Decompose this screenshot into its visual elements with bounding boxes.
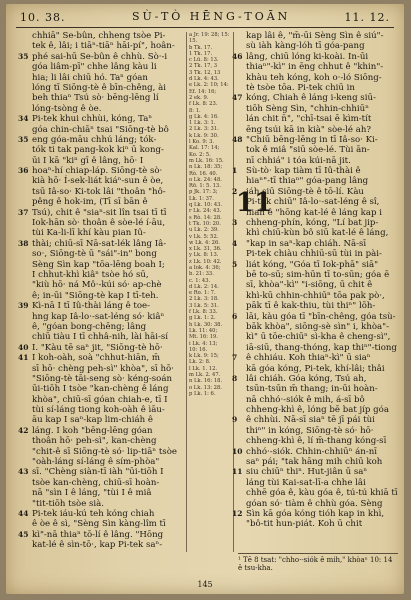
text-line <box>232 405 398 415</box>
xref-entry: 8: 1. <box>189 107 201 114</box>
xref-entry: d Lk. 2: 14. <box>189 283 219 290</box>
verse-text: chheng-khì ê, lóng bē bat jíp góa <box>246 405 389 416</box>
xref-entry: m Lk. 2. 47. <box>189 372 221 379</box>
text-line <box>18 322 178 332</box>
verse-number: 38 <box>18 238 29 248</box>
xref-entry: c Lū. 8: 13. <box>189 57 219 64</box>
verse-number: 45 <box>18 529 29 539</box>
verse-text: kā góa kóng, Pi-tek, khí-lâi; thâi <box>246 363 385 374</box>
xref-entry: 1 Lk. 3: 1. <box>189 120 216 127</box>
verse-text: ūi-tiōh I tsòe "kan-chèng ê láng <box>32 384 169 395</box>
text-line <box>232 312 398 322</box>
text-line <box>18 93 178 103</box>
text-line <box>232 166 398 176</box>
verse-text: "Siōng-tè tāi-seng sò· kéng-soán <box>32 373 172 384</box>
verse-text: saⁿ pái; "tak hāng mih chiū koh <box>246 457 383 468</box>
verse-text: hiaⁿ"-tī thiaⁿ" góa-pang lâng <box>246 176 369 187</box>
text-line <box>232 52 398 62</box>
text-line <box>232 239 398 249</box>
text-line <box>232 125 398 135</box>
text-line <box>18 530 178 540</box>
text-line <box>232 31 398 41</box>
verse-text: chheng-phín, kóng, "Lí bat jip- <box>246 218 379 229</box>
verse-text: láng. I koh "bēng-lēng góan <box>32 425 153 436</box>
verse-text: ēng tsúi kā in kià" sòe-lé ah? <box>246 124 371 135</box>
verse-text: siu chiūⁿ thiⁿ. Hut-jiân ū saⁿ <box>246 467 368 478</box>
xref-entry: i Lk. 4: 13; <box>189 340 218 347</box>
text-line <box>18 540 178 550</box>
text-line <box>18 384 178 394</box>
verse-text: kì" ū tōe-chiūⁿ sì-kha ê cheng-sì", <box>246 332 391 343</box>
xref-entry: e Lk. 2: 10; 14: <box>189 82 229 89</box>
verse-number: 7 <box>232 353 238 363</box>
xref-entry: v Lk. 5: 52. <box>189 233 219 240</box>
text-line <box>18 52 178 62</box>
xref-entry: Lk. 11: 40; <box>189 327 218 334</box>
verse-text: Pi-tek chiū" Iâ-lo·-sat-léng ê sî, <box>246 197 380 208</box>
verse-text: tsūn-tsūn m̄ thang; in-ūi hoàn- <box>246 384 378 395</box>
verse-number: 2 <box>232 186 238 196</box>
xref-entry: 1 Tk. 17. <box>189 50 213 57</box>
text-line <box>232 467 398 477</box>
text-line <box>232 228 398 238</box>
text-line <box>232 332 398 342</box>
text-line <box>232 93 398 103</box>
text-line <box>232 415 398 425</box>
xref-entry: 10: 16. <box>189 346 208 353</box>
verse-number: 41 <box>18 353 29 363</box>
text-line <box>18 228 178 238</box>
text-line <box>18 114 178 124</box>
xref-entry: q Lk. 10: 43. <box>189 202 223 209</box>
chapter-number: 11 <box>236 188 273 218</box>
verse-text: hia; li lâi chiū hó. Taⁿ góan <box>32 72 148 83</box>
text-line <box>232 395 398 405</box>
verse-text: "chit-ê sī Siōng-tè só· lip-tiāⁿ tsòe <box>32 446 177 457</box>
verse-text: "oàh-láng sí-láng ê sím-phòa" <box>32 457 160 468</box>
text-line <box>18 104 178 114</box>
text-line <box>232 41 398 51</box>
verse-number: 12 <box>232 508 243 518</box>
verse-text: hoaⁿ-hí chiap-láp. Siōng-tè sò· <box>32 166 163 177</box>
text-line <box>18 343 178 353</box>
verse-text: hiah ê "hōng kat-lé ê láng kap i <box>246 207 382 218</box>
xref-entry: h Lk. 30: 38. <box>189 321 223 328</box>
xref-entry: a Iok. 4: 36; <box>189 264 221 271</box>
text-line <box>18 197 178 207</box>
text-line <box>18 41 178 51</box>
text-line <box>18 395 178 405</box>
verse-text: pāk tī ê kak-thiu, tùi thiⁿ" lōh- <box>246 301 376 312</box>
xref-entry: c. 1: 43. <box>189 277 211 284</box>
xref-entry: 3 Lk. 5: 31. <box>189 302 219 309</box>
xref-entry: w Lk. 4: 26. <box>189 239 220 246</box>
verse-text: ê òe ê sì, "Sèng Sìn kàng-lîm tī <box>32 519 166 530</box>
xref-entry: Lk. 1: 37. <box>189 195 214 202</box>
verse-text: lāi, kàu góa tī "bīn-chêng, góa tsù- <box>246 311 396 322</box>
xref-entry: s Rò. 14: 28. <box>189 214 222 221</box>
text-line <box>18 270 178 280</box>
text-line <box>18 135 178 145</box>
xref-entry: Ko. 2: 5. <box>189 151 211 158</box>
text-line <box>18 83 178 93</box>
text-line <box>232 384 398 394</box>
xref-entry: x Lk. 31, 36. <box>189 246 222 253</box>
right-text-column <box>232 31 398 530</box>
xref-entry: l Ko. 9: 3. <box>189 139 215 146</box>
verse-number: 34 <box>18 114 29 124</box>
verse-text: lâi chiáh. Góa kóng, Tsú ah, <box>246 373 367 384</box>
verse-text: kóng, Chiah ê láng i-keng siū- <box>246 93 376 104</box>
verse-text: ê chhùi. Nā-sī siaⁿ tē jī pái tùi <box>246 415 375 426</box>
verse-text: khì-kū chhin-chhiūⁿ tōa pak pò·, <box>246 290 385 301</box>
text-line <box>232 509 398 519</box>
verse-text: chhē góa ê, kàu góa ê, tú-tú khiā tī <box>246 488 398 499</box>
text-line <box>18 260 178 270</box>
text-line <box>18 332 178 342</box>
text-line <box>232 218 398 228</box>
text-line <box>232 156 398 166</box>
verse-number: 36 <box>18 166 29 176</box>
text-line <box>18 509 178 519</box>
text-line <box>232 478 398 488</box>
verse-text: Sìn kā góa kóng tióh kap in khì, <box>246 508 385 519</box>
text-line <box>18 467 178 477</box>
page-number: 145 <box>197 580 213 589</box>
xref-entry: f Lk. 8: 33. <box>189 309 218 316</box>
verse-text: nā "sìn I ê láng, "tùi I ê miâ <box>32 488 152 499</box>
text-line <box>18 353 178 363</box>
verse-text: eng góa-māu chhú láng; tók- <box>32 134 157 145</box>
text-line <box>232 135 398 145</box>
page-header <box>6 4 404 28</box>
text-line <box>232 301 398 311</box>
text-line <box>232 322 398 332</box>
text-line <box>232 114 398 124</box>
footnote: ¹ Tē 8 tsat: "chho·-siók ê mih," khòaⁿ 10: 14 ê tsu-kha. <box>238 553 398 572</box>
verse-text: khàu teh kóng, koh o·-ló Siōng- <box>246 72 382 83</box>
text-line <box>18 145 178 155</box>
text-line <box>232 499 398 509</box>
text-line <box>232 447 398 457</box>
verse-text: kap lâi ê, "m̄-ūi Sèng Sìn ê siú"- <box>246 31 384 41</box>
chapter-left: 10. 38. <box>20 11 66 24</box>
verse-number: 35 <box>18 51 29 61</box>
verse-number: 6 <box>232 311 238 321</box>
text-line <box>232 457 398 467</box>
verse-text: chhó·-siók. Chhin-chhiūⁿ án-nī <box>246 446 377 457</box>
text-line <box>18 457 178 467</box>
text-line <box>18 436 178 446</box>
verse-text: Pi-tek iáu-kú teh kóng chiah <box>32 508 155 519</box>
xref-entry: 3 Tk. 12, 13 <box>189 69 221 76</box>
xref-entry: Ef. 14: 16; <box>189 88 217 95</box>
verse-text: tsū Iâ-so· Ki-tok lâi "thoân "hô- <box>32 186 166 197</box>
text-line <box>18 249 178 259</box>
verse-text: khòa", chiū-sī góan chiah-e, tī I <box>32 394 168 405</box>
verse-text: nī chhiá" i tóa kúi-nā jit. <box>246 155 351 166</box>
verse-text: tek ê, lâi; i tiāⁿ-tiāⁿ hāi-pí", hoân- <box>32 41 175 52</box>
left-text-column <box>18 31 178 551</box>
verse-text: Sèng Sìn kap "tōa-lēng boah I; <box>32 259 165 270</box>
xref-entry: g Lk. 1: 2. <box>189 315 216 322</box>
xref-entry: u Lk. 2: 39. <box>189 227 219 234</box>
xref-entry: k Lk. 9: 15; <box>189 353 219 360</box>
xref-entry: n Lk. 16: 18. <box>189 378 223 385</box>
xref-entry: f Lk. 8: 23. <box>189 101 218 108</box>
text-line <box>232 343 398 353</box>
verse-number: 8 <box>232 373 238 383</box>
verse-text: hng kap Iâ-lo·-sat-léng só· kiâⁿ <box>32 311 165 322</box>
xref-entry: Rō. 1: 5. 13. <box>189 183 221 190</box>
xref-entry: o Lk. 13: 28. <box>189 384 222 391</box>
xref-entry: b Tk. 17. <box>189 44 213 51</box>
verse-text: khì chiū-kùn bô siū kat-lé ê láng, <box>246 228 389 239</box>
xref-entry: m Lk. 16: 15. <box>189 157 224 164</box>
xref-entry: 15. <box>189 38 198 45</box>
xref-entry: Kal. 17: 14; <box>189 145 220 152</box>
xref-entry: o Lk. 24: 48. <box>189 176 222 183</box>
cross-reference-column <box>186 32 234 552</box>
xref-entry: l Lk. 1. 12. <box>189 365 218 372</box>
text-line <box>18 426 178 436</box>
verse-text: iā-siū, thang-thóng, kap thiⁿ"-tiong <box>246 342 397 353</box>
verse-number: 43 <box>18 467 29 477</box>
text-line <box>18 176 178 186</box>
xref-entry: n Lk. 18: 35; <box>189 164 223 171</box>
text-line <box>232 519 398 529</box>
text-line <box>18 156 178 166</box>
verse-text: láng tùi Kai-sat-lī-a chhe lâi <box>246 477 366 488</box>
verse-number: 4 <box>232 238 238 248</box>
xref-entry: 2 Tk. 17, 3 <box>189 63 218 70</box>
verse-number: 11 <box>232 467 243 477</box>
verse-number: 10 <box>232 446 243 456</box>
verse-text: "Chiū bēng-lēng in tī Iâ-so· Ki- <box>246 134 378 145</box>
verse-text: chheng-khì ê, lí m̄-thang kóng-sī <box>246 436 387 447</box>
text-line <box>18 187 178 197</box>
header-rule <box>16 27 394 28</box>
verse-text: bē to-sū; sim-hūn tī to-sūn; góa ē <box>246 269 390 280</box>
verse-text: lóng-tsòng ê òe. <box>32 103 102 114</box>
verse-text: sī hō· chèng peh-sì" khòa", sī hō· <box>32 363 174 374</box>
text-line <box>232 260 398 270</box>
xref-entry: 2 Lk. 3: 18. <box>189 296 219 303</box>
xref-entry: 2 Lk. 3: 31. <box>189 126 219 133</box>
verse-text: sī. "Chèng siàn-tī iàh "ūi-tiōh I <box>32 467 164 478</box>
verse-text: tsòe kan-chèng, chiū-sī hoàn- <box>32 477 160 488</box>
verse-number: 39 <box>18 301 29 311</box>
verse-text: āu kap I saⁿ-kap lim-chiáh ê <box>32 415 153 426</box>
xref-entry: b. 21: 33. <box>189 271 214 278</box>
text-line <box>18 31 178 41</box>
verse-text: so·, Siōng-tè ū "sái"-in" bong <box>32 249 157 260</box>
verse-text: tùi sí-láng tiong koh-oàh ê ìāu- <box>32 405 165 416</box>
verse-text: góa liâm-pī" chhe lâng kàu li <box>32 62 157 73</box>
text-line <box>18 125 178 135</box>
verse-number: 47 <box>232 93 243 103</box>
text-line <box>18 239 178 249</box>
verse-text: beh thiaⁿ Tsú sò· bēng-lēng lí <box>32 93 159 104</box>
verse-text: tè tsòe tōa. Pi-tek chiū in <box>246 82 355 93</box>
xref-entry: p Jk. 17: 3; <box>189 189 218 196</box>
text-line <box>232 83 398 93</box>
verse-number: 46 <box>232 51 243 61</box>
text-line <box>232 249 398 259</box>
text-line <box>232 280 398 290</box>
verse-text: Iok-hān sò· thoân ê sòe-lé í-āu, <box>32 218 166 229</box>
text-line <box>18 280 178 290</box>
verse-number: 9 <box>232 415 238 425</box>
verse-text: sù iàh kàng-lóh tī góa-pang <box>246 41 365 52</box>
xref-entry: e Ro. 1: 7. <box>189 290 216 297</box>
verse-number: 35 <box>18 134 29 144</box>
verse-text: iáh siū Siōng-tè ê tō-lí. Kàu <box>246 186 364 197</box>
text-line <box>232 145 398 155</box>
text-line <box>18 374 178 384</box>
chapter-right: 11. 12. <box>344 11 390 24</box>
text-line <box>18 62 178 72</box>
xref-entry: g Lk. 4: 16. <box>189 113 219 120</box>
verse-text: thiⁿ" in kóng, Siōng-tè só· hō· <box>246 425 374 436</box>
verse-text: I. "Kàu tē saⁿ jit, "Siōng-tè hō· <box>32 342 163 353</box>
xref-entry: Rò. 16. 40. <box>189 170 218 177</box>
text-line <box>18 166 178 176</box>
xref-entry: d Lk. 4: 43. <box>189 76 219 83</box>
verse-text: kat-lé ê sìn-tō·, kap Pi-tek saⁿ- <box>32 540 163 551</box>
text-line <box>232 374 398 384</box>
verse-text: bāk khòa", siōng-sè sìn" i, khòa"- <box>246 321 390 332</box>
verse-number: 3 <box>232 218 238 228</box>
verse-text: tok ê miâ "siū sòe-lé. Tùi ān- <box>246 145 370 156</box>
verse-text: góa chin-chiāⁿ tsai "Siōng-tè bô <box>32 124 169 135</box>
verse-text: lâng, chiū lóng ki-koài. In-ūi <box>246 51 369 62</box>
text-line <box>232 270 398 280</box>
text-line <box>18 301 178 311</box>
text-line <box>18 312 178 322</box>
verse-number: 42 <box>18 425 29 435</box>
verse-text: thài; chiū-sī Nā-sat-lék lâng Iâ- <box>32 238 167 249</box>
verse-text: "kiù hō· ná Mô·-kúi só· ap-chè <box>32 280 162 291</box>
text-line <box>18 405 178 415</box>
verse-text: sī, khòa"-kì" "i-siōng, ū chit ê <box>246 280 373 291</box>
verse-text: thoân hō· peh-sì", kan-chèng <box>32 436 157 447</box>
text-line <box>18 519 178 529</box>
text-line <box>18 218 178 228</box>
verse-text: góan só· tiàm ê chhù góa. Sèng <box>246 498 383 509</box>
text-line <box>18 488 178 498</box>
text-line <box>232 62 398 72</box>
text-line <box>232 353 398 363</box>
verse-number: 40 <box>18 342 29 352</box>
verse-text: tùi Ka-li-lī khí kàu pian Iû- <box>32 228 146 239</box>
xref-entry: 2 ek. 9. <box>189 94 209 101</box>
text-line <box>232 73 398 83</box>
text-line <box>18 291 178 301</box>
verse-text: liát kóng, "Góa tī Iok-phā" siā" <box>246 259 379 270</box>
xref-entry: k Lk. 9: 30. <box>189 132 219 139</box>
verse-text: I chhut-khì kiâⁿ tsòe hó sū, <box>32 269 149 280</box>
text-line <box>232 291 398 301</box>
xref-entry: z Lk. 10: 42. <box>189 258 222 265</box>
text-line <box>18 364 178 374</box>
text-line <box>18 415 178 425</box>
text-line <box>232 436 398 446</box>
verse-text: Tsú), chit ê "siaⁿ-sit lîn tsai tī tī <box>32 207 167 218</box>
verse-text: ê; in-ūi "Siōng-tè kap I tī-teh. <box>32 290 159 301</box>
verse-text: tiōh Sèng Sìn, "chhin-chhiūⁿ <box>246 103 369 114</box>
text-line <box>18 499 178 509</box>
verse-text: lóng tī Siōng-tè ê bīn-chêng, ài <box>32 82 166 93</box>
verse-text: chhiā" Se-bûn, chheng tsòe Pi- <box>32 31 166 41</box>
xref-entry: Lk. 2: 8. <box>189 359 211 366</box>
xref-entry: r Lk. 24: 43. <box>189 208 222 215</box>
xref-entry: p Lk. 1: 6. <box>189 390 216 397</box>
text-line <box>18 73 178 83</box>
text-line <box>18 208 178 218</box>
bible-page <box>6 4 404 594</box>
verse-text: pêng ê hok-im, (Tī sī bān ê <box>32 197 148 208</box>
book-title: SÙ-TÒ HĒNG-TOĀN <box>132 10 291 23</box>
verse-number: 5 <box>232 259 238 269</box>
text-line <box>18 447 178 457</box>
verse-text: Pi-tek chiàu chhiū-sū tùi in pài- <box>246 249 382 260</box>
verse-number: 1 <box>232 166 238 176</box>
verse-text: "kap in saⁿ-kap chiáh. Nā-sī <box>246 238 367 249</box>
verse-text: tók ti tak pang-kok kiⁿ ū kong- <box>32 145 164 156</box>
text-line <box>232 364 398 374</box>
text-line <box>232 488 398 498</box>
verse-text: ê, "góan bong-chēng; lâng <box>32 321 147 332</box>
verse-text: phé sai-hū Se-bûn ê chhù. Sò·-i <box>32 51 168 62</box>
xref-entry: y Lk. 8: 13. <box>189 252 219 259</box>
verse-text: Kì-nā I tī Iû-thài láng ê toe- <box>32 301 151 312</box>
verse-text: thiaⁿ"-kì" in ēng chhut ê "khin"- <box>246 62 384 73</box>
verse-text: "bô-tit hun-piát. Koh ū chit <box>246 519 363 530</box>
verse-text: ūi I kā "kiⁿ gī ê lâng, hō· I <box>32 155 144 166</box>
verse-number: 44 <box>18 508 29 518</box>
verse-text: Sù-tò· kap tiàm tī Iû-thài ê <box>246 166 361 177</box>
text-line <box>18 478 178 488</box>
verse-text: lán chit n̄", "chī-tsai ē kìm-tít <box>246 114 372 125</box>
verse-number: 37 <box>18 207 29 217</box>
text-line <box>232 176 398 186</box>
verse-text: kì"-nā thiaⁿ tō-lí ê lâng. "Hōng <box>32 529 164 540</box>
verse-text: "tit-tiōh tsòe sià. <box>32 498 105 509</box>
text-line <box>232 104 398 114</box>
verse-text: nā chhó·-siók ê mih, á-sī bô <box>246 394 365 405</box>
xref-entry: Mt. 16: 19. <box>189 334 218 341</box>
verse-text: Pi-tek khui chhùi, kóng, Taⁿ <box>32 114 153 125</box>
verse-number: 48 <box>232 134 243 144</box>
verse-text: I koh-oàh, soà "chhut-hiān, m̄ <box>32 353 160 364</box>
verse-text: chiū tiàu I tī chhâ-nih, lài hāi-sí <box>32 332 169 343</box>
verse-text: ê chhiáu. Koh thiaⁿ-kì" ū siaⁿ <box>246 353 371 364</box>
text-line <box>232 426 398 436</box>
verse-text: kià hō· Í-sek-liát kiáⁿ-sun ê òe, <box>32 176 164 187</box>
xref-entry: a Jr. 19: 28; 15: <box>189 32 230 38</box>
xref-entry: t Tk. 10: 20. <box>189 220 221 227</box>
